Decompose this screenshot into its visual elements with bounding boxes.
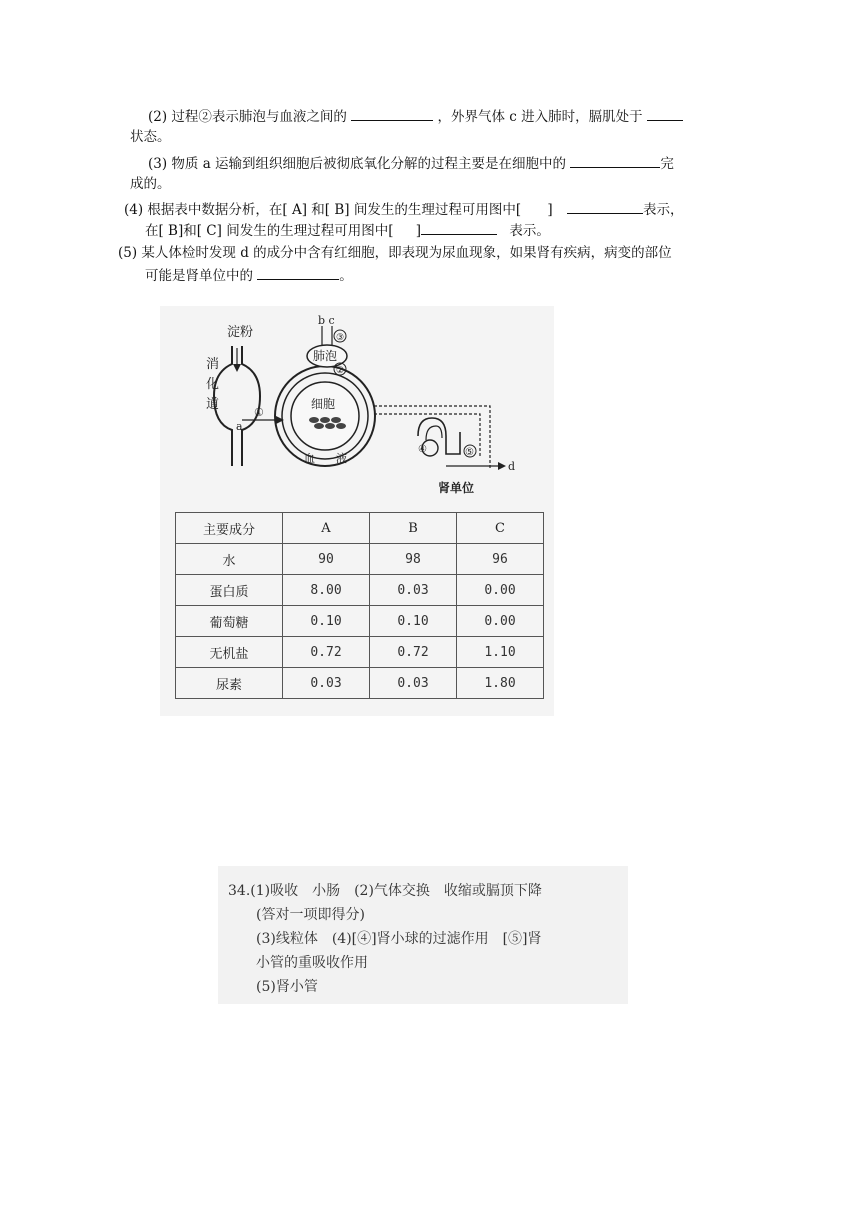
q4-text-c: 表示， [642,202,684,218]
composition-table [175,512,544,699]
question-2-line-2: 状态。 [130,129,171,145]
table-cell: 0.72 [370,637,457,668]
q2-blank-2 [647,106,683,121]
question-3-line-1 [148,153,674,174]
question-2-line-1 [148,106,683,127]
circle-3-label: ③ [336,333,345,343]
question-5-line-1: (5) 某人体检时发现 d 的成分中含有红细胞，即表现为尿血现象，如果肾有疾病，病变的部位 [118,245,672,261]
alveolus-label: 肺泡 [313,349,338,363]
table-cell: 0.03 [370,668,457,699]
starch-label: 淀粉 [227,325,254,340]
physiology-diagram [160,306,554,506]
q2-text-a: (2) 过程②表示肺泡与血液之间的 [148,109,347,125]
q5-blank [257,265,339,280]
table-cell: 0.72 [283,637,370,668]
table-cell: 90 [283,544,370,575]
q5-text-b: 。 [339,268,353,284]
q2-blank-1 [351,106,433,121]
digestive-label-2: 化 [206,377,220,392]
table-cell: 葡萄糖 [176,606,283,637]
table-cell: 96 [457,544,544,575]
q4-text-e: 表示。 [509,223,550,239]
q4-bracket-close-2: ] [415,223,422,239]
q4-text-d: 在[ B]和[ C] 间发生的生理过程可用图中[ [145,223,394,239]
table-cell: 1.10 [457,637,544,668]
table-row [176,668,544,699]
table-row [176,606,544,637]
q4-text-a: (4) 根据表中数据分析，在[ A] 和[ B] 间发生的生理过程可用图中[ [124,202,522,218]
question-4-line-2 [145,220,550,241]
question-4-line-1 [124,199,683,220]
q3-text-b: 完 [660,156,674,172]
answer-line-4: 小管的重吸收作用 [256,955,368,971]
table-header-row [176,513,544,544]
renal-vessels [374,406,490,468]
q5-text-a: 可能是肾单位中的 [145,268,253,284]
answer-line-1: 34.(1)吸收 小肠 (2)气体交换 收缩或膈顶下降 [228,883,542,899]
answer-line-5: (5)肾小管 [256,979,318,995]
table-cell: 0.00 [457,575,544,606]
table-row [176,637,544,668]
q4-blank-1 [567,199,643,214]
table-cell: 98 [370,544,457,575]
answer-line-2: (答对一项即得分) [256,907,365,923]
table-header-cell: C [457,513,544,544]
cell-circle [291,382,359,450]
bc-label: b c [318,314,335,327]
label-a: a [236,420,243,433]
table-cell: 0.00 [457,606,544,637]
question-3-line-2: 成的。 [130,176,171,192]
table-header-cell: B [370,513,457,544]
table-cell: 1.80 [457,668,544,699]
digestive-label-1: 消 [206,357,220,372]
answer-line-3: (3)线粒体 (4)[④]肾小球的过滤作用 [⑤]肾 [256,931,542,947]
nephron-label: 肾单位 [438,481,475,495]
table-header-cell: A [283,513,370,544]
blood-label-2: 液 [336,452,347,465]
circle-5-label: ⑤ [465,447,474,458]
table-cell: 无机盐 [176,637,283,668]
table-cell: 0.03 [370,575,457,606]
question-5-line-2 [145,265,353,286]
digestive-label-3: 道 [206,397,220,412]
table-cell: 蛋白质 [176,575,283,606]
label-d: d [508,460,516,473]
circle-4-label: ④ [418,444,427,455]
table-cell: 0.10 [283,606,370,637]
q4-blank-2 [421,220,497,235]
q4-bracket-close-1: ] [547,202,553,218]
blood-label-1: 血 [304,452,315,465]
table-cell: 8.00 [283,575,370,606]
answer-key [218,866,628,1004]
table-row [176,544,544,575]
table-header-cell: 主要成分 [176,513,283,544]
table-cell: 尿素 [176,668,283,699]
table-cell: 0.03 [283,668,370,699]
circle-2-label: ② [336,366,345,376]
table-row [176,575,544,606]
q2-text-b: ，外界气体 c 进入肺时，膈肌处于 [437,109,643,125]
circle-1-label: ① [254,406,264,419]
cell-label: 细胞 [311,397,336,411]
q3-text-a: (3) 物质 a 运输到组织细胞后被彻底氧化分解的过程主要是在细胞中的 [148,156,567,172]
table-cell: 水 [176,544,283,575]
q3-blank [570,153,660,168]
table-cell: 0.10 [370,606,457,637]
